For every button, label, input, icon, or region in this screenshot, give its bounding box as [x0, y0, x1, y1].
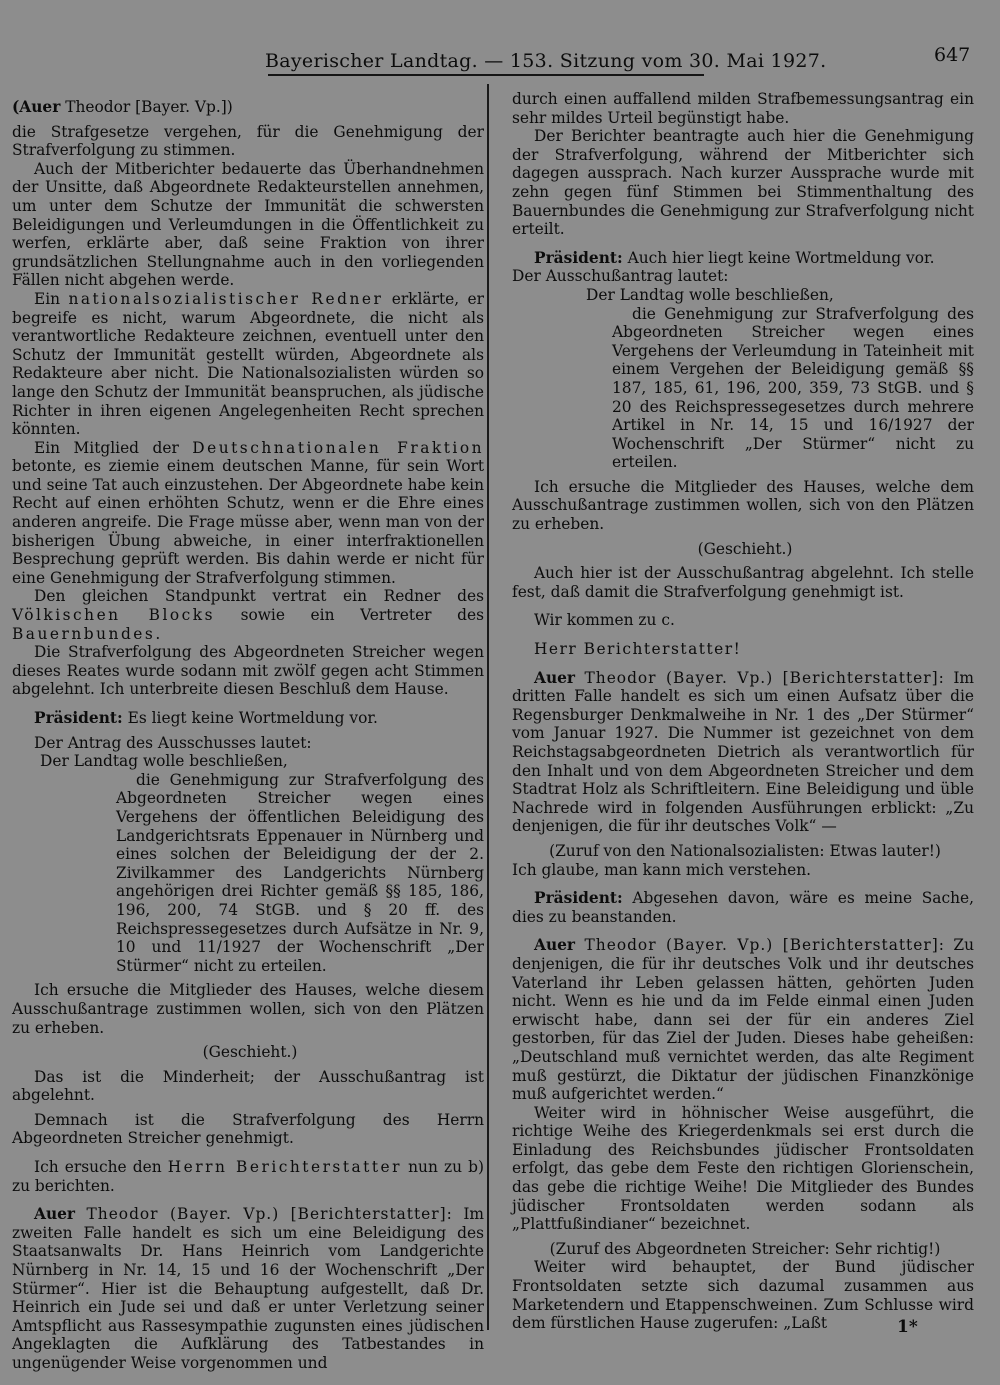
paragraph: Weiter wird in höhnischer Weise ausgeführt, die richtige Weihe des Kriegerdenkmals sei erst durch die Einladung des Reichsbundes jüdischer Frontsoldaten erfolgt, das gebe dem Feste den richtigen Glorienschein, das gebe die richtige Weihe! Die Mitglieder des Bundes jüdischer Frontsoldaten werden sodann als „Plattfußindianer“ bezeichnet.: [512, 1103, 974, 1234]
paragraph: Weiter wird behauptet, der Bund jüdischer Frontsoldaten setzte sich dazumal zusammen aus Marketendern und Etappenschweinen. Zum Schlusse wird dem fürstlichen Hause zugerufen: „Laßt: [512, 1258, 974, 1333]
signature-mark: 1*: [897, 1317, 918, 1337]
text-run: erklärte, er begreife es nicht, warum Abgeordnete, die nicht als verantwortliche Redakteure zeichnen, eventuell unter den Schutz der Immunität gestellt würden, Abgeordnete als Redakteure aber nicht. Die Nationalsozialisten würden so lange den Schutz der Immunität beanspruchen, als jüdische Richter in ihren eigenen Angelegenheiten Recht sprechen könnten.: [12, 289, 484, 439]
paragraph: [12, 587, 484, 643]
speaker-line: [512, 249, 974, 268]
paragraph: Der Ausschußantrag lautet:: [512, 267, 729, 286]
text-run: Zu denjenigen, die für ihr deutsches Volk und ihr deutsches Vaterland ihr Leben gelassen hätten, gehörten Juden nicht. Wenn es hie und da im Felde einmal einen Juden erwischt habe, dann sei der für ein anderes Ziel gestorben, für das Ziel der Juden. Dieses habe geheißen: „Deutschland muß vernichtet werden, das alte Regiment muß gestürzt, die Diktatur der jüdischen Finanzkönige muß aufgerichtet werden.“: [512, 936, 974, 1104]
speaker-line: [12, 98, 484, 117]
paragraph: [12, 290, 484, 439]
text-run: Auch hier liegt keine Wortmeldung vor.: [622, 248, 935, 267]
speaker-affiliation: Theodor (Bayer. Vp.) [Berichterstatter]:: [75, 1205, 453, 1224]
page-header: [0, 0, 1000, 78]
emphasis-spaced: Deutschnationalen Fraktion: [192, 438, 485, 457]
paragraph: Ich ersuche die Mitglieder des Hauses, welche dem Ausschußantrage zustimmen wollen, sich von den Plätzen zu erheben.: [512, 477, 974, 534]
running-title: Bayerischer Landtag. — 153. Sitzung vom 30. Mai 1927.: [265, 50, 827, 72]
paragraph: durch einen auffallend milden Strafbemessungsantrag ein sehr mildes Urteil begünstigt habe.: [512, 90, 974, 127]
text-run: Es liegt keine Wortmeldung vor.: [122, 709, 378, 727]
speaker-affiliation: Theodor (Bayer. Vp.) [Berichterstatter]:: [575, 668, 945, 687]
paragraph: [12, 1158, 484, 1195]
motion-text: die Genehmigung zur Strafverfolgung des Abgeordneten Streicher wegen eines Vergehens der öffentlichen Beleidigung des Landgerichtsrats Eppenauer in Nürnberg und eines solchen der Beleidigung der der 2. Zivilkammer des Landgerichts Nürnberg angehörigen drei Richter gemäß §§ 185, 186, 196, 200, 74 StGB. und § 20 ff. des Reichspressegesetzes durch Aufsätze in Nr. 9, 10 und 11/1927 der Wochenschrift „Der Stürmer“ nicht zu erteilen.: [116, 770, 484, 975]
header-rule: [268, 74, 704, 76]
interjection: (Geschieht.): [697, 539, 793, 558]
speaker-name: Präsident:: [34, 709, 123, 727]
paragraph: Der Antrag des Ausschusses lautet:: [34, 733, 312, 752]
interjection: (Geschieht.): [202, 1043, 298, 1062]
text-run: betonte, es ziemie einem deutschen Manne, für sein Wort und seine Tat auch einzustehen. Der Abgeordnete habe kein Recht auf einen erhöhten Schutz, wenn er die Ehre eines anderen angreife. Die Frage müsse aber, wenn man von der bisherigen Übung abweiche, in einer interfraktionellen Besprechung geprüft werden. Bis dahin werde er nicht für eine Genehmigung der Strafverfolgung stimmen.: [12, 457, 484, 587]
speaker-affiliation: Theodor (Bayer. Vp.) [Berichterstatter]:: [575, 936, 945, 955]
left-column: [12, 98, 484, 1373]
emphasis-spaced: nationalsozialistischer Redner: [68, 289, 384, 308]
interjection: (Zuruf von den Nationalsozialisten: Etwas lauter!): [549, 841, 941, 860]
speaker-name: Auer: [34, 1205, 76, 1224]
text-run: sowie ein Vertreter des: [215, 606, 484, 625]
motion-text: die Genehmigung zur Strafverfolgung des Abgeordneten Streicher wegen eines Vergehens der Verleumdung in Tateinheit mit einem Vergehen der Beleidigung gemäß §§ 187, 185, 61, 196, 200, 359, 73 StGB. und § 20 des Reichspressegesetzes durch mehrere Artikel in Nr. 14, 15 und 16/1927 der Wochenschrift „Der Stürmer“ nicht zu erteilen.: [612, 304, 974, 472]
text-run: Abgesehen davon, wäre es meine Sache, dies zu beanstanden.: [512, 889, 974, 926]
speaker-affiliation: Theodor [Bayer. Vp.]): [60, 98, 233, 116]
speaker-line: [512, 669, 974, 836]
text-run: Den gleichen Standpunkt vertrat ein Redner des: [34, 587, 484, 606]
paragraph: Die Strafverfolgung des Abgeordneten Streicher wegen dieses Reates wurde sodann mit zwölf gegen acht Stimmen abgelehnt. Ich unterbreite diesen Beschluß dem Hause.: [12, 643, 484, 699]
paragraph: [12, 439, 484, 588]
paragraph: Demnach ist die Strafverfolgung des Herrn Abgeordneten Streicher genehmigt.: [12, 1110, 484, 1148]
paragraph: Auch hier ist der Ausschußantrag abgelehnt. Ich stelle fest, daß damit die Strafverfolgung genehmigt ist.: [512, 564, 974, 601]
call-to-speaker: Herr Berichterstatter!: [534, 640, 742, 659]
paragraph: Das ist die Minderheit; der Ausschußantrag ist abgelehnt.: [12, 1067, 484, 1105]
text-run: .: [155, 624, 161, 643]
paragraph: Der Berichter beantragte auch hier die Genehmigung der Strafverfolgung, während der Mitberichter sich dagegen aussprach. Nach kurzer Aussprache wurde mit zehn gegen fünf Stimmen bei Stimmenthaltung des Bauernbundes die Genehmigung zur Strafverfolgung nicht erteilt.: [512, 127, 974, 239]
speaker-name: (Auer: [12, 98, 61, 116]
speaker-line: [12, 1205, 484, 1372]
page-number: 647: [934, 44, 971, 66]
text-run: Im dritten Falle handelt es sich um einen Aufsatz über die Regensburger Denkmalweihe in Nr. 1 des „Der Stürmer“ vom Januar 1927. Die Nummer ist gezeichnet von dem Reichstagsabgeordneten Dietrich als verantwortlich für den Inhalt und von dem Abgeordneten Streicher und dem Stadtrat Holz als Schriftleitern. Eine Beleidigung und üble Nachrede wird in folgenden Ausführungen erblickt: „Zu denjenigen, die für ihr deutsches Volk“ —: [512, 668, 974, 836]
emphasis-spaced: Bauernbundes: [12, 624, 156, 643]
paragraph: Ich glaube, man kann mich verstehen.: [512, 860, 812, 879]
text-run: Ein: [34, 289, 69, 308]
paragraph: Auch der Mitberichter bedauerte das Überhandnehmen der Unsitte, daß Abgeordnete Redakteurstellen annehmen, um unter dem Schutze der Immunität die schwersten Beleidigungen und Verleumdungen in die Öffentlichkeit zu werfen, erklärte aber, daß seine Fraktion von ihrer grundsätzlichen Stellungnahme auch in den vorliegenden Fällen nicht abgehen werde.: [12, 159, 484, 290]
text-run: Ich ersuche den: [34, 1158, 168, 1177]
speaker-name: Präsident:: [534, 248, 623, 267]
paragraph: Ich ersuche die Mitglieder des Hauses, welche diesem Ausschußantrage zustimmen wollen, sich von den Plätzen zu erheben.: [12, 981, 484, 1037]
interjection: (Zuruf des Abgeordneten Streicher: Sehr richtig!): [549, 1239, 941, 1258]
speaker-line: [512, 889, 974, 926]
motion-intro: Der Landtag wolle beschließen,: [40, 752, 288, 771]
emphasis-spaced: Herrn Berichterstatter: [167, 1158, 403, 1177]
text-run: Ein Mitglied der: [34, 438, 193, 457]
text-run: nun zu b) zu berichten.: [12, 1158, 484, 1195]
speaker-name: Präsident:: [534, 889, 623, 908]
motion-intro: Der Landtag wolle beschließen,: [586, 285, 834, 304]
speaker-name: Auer: [534, 668, 576, 687]
emphasis-spaced: Völkischen Blocks: [12, 606, 216, 625]
right-column: [512, 90, 974, 1333]
speaker-line: [12, 709, 484, 728]
column-divider: [487, 84, 489, 1330]
text-run: Im zweiten Falle handelt es sich um eine Beleidigung des Staatsanwalts Dr. Hans Heinrich vom Landgerichte Nürnberg in Nr. 14, 15 und 16 der Wochenschrift „Der Stürmer“. Hier ist die Behauptung aufgestellt, daß Dr. Heinrich ein Jude sei und daß er unter Verletzung seiner Amtspflicht aus Rassesympathie zugunsten eines jüdischen Angeklagten die Aufklärung des Tatbestandes in ungenügender Weise vorgenommen und: [12, 1205, 484, 1372]
speaker-name: Auer: [534, 936, 576, 955]
paragraph: die Strafgesetze vergehen, für die Genehmigung der Strafverfolgung zu stimmen.: [12, 122, 484, 160]
paragraph: Wir kommen zu c.: [534, 611, 675, 630]
speaker-line: [512, 936, 974, 1103]
